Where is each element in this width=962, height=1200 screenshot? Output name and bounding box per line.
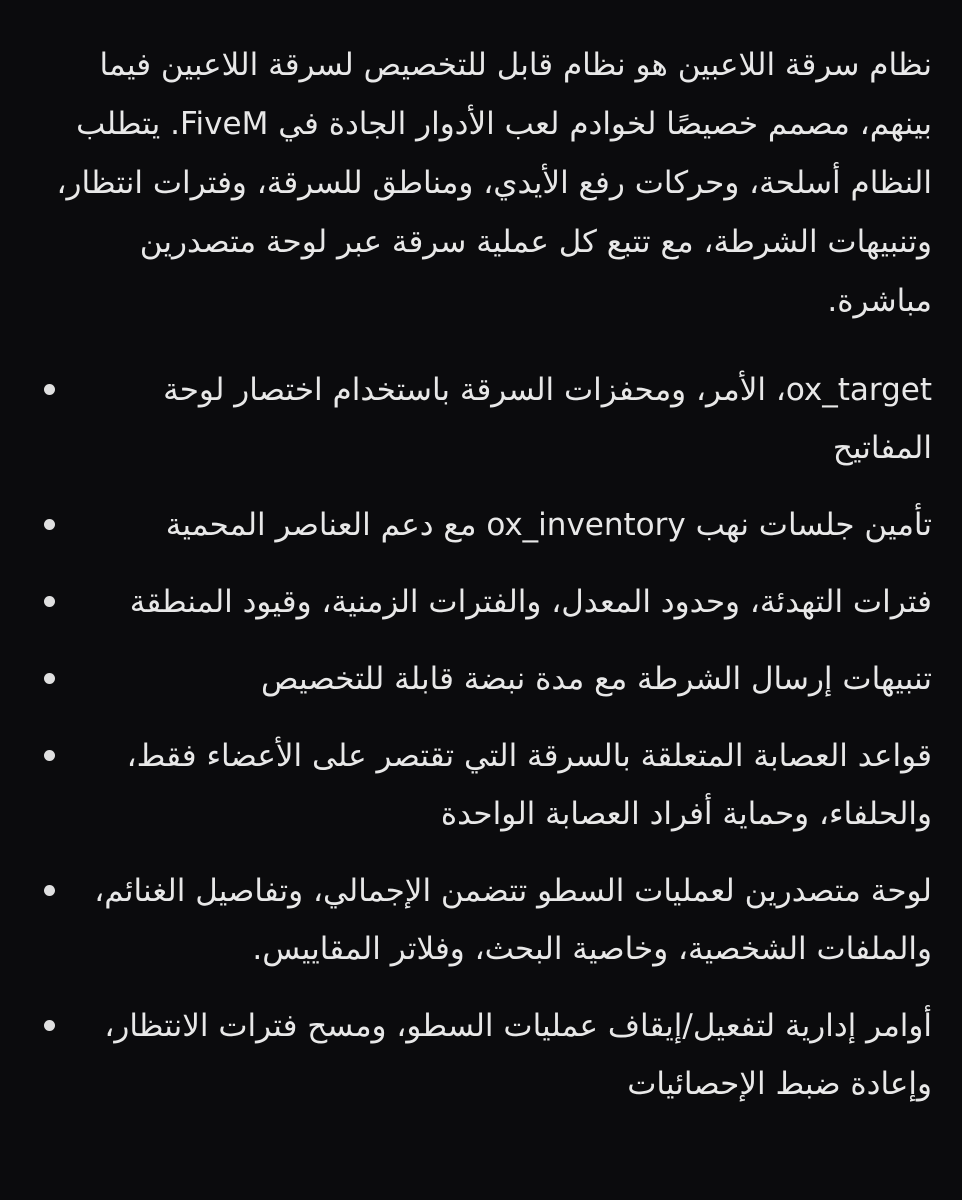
bullet-icon <box>44 1020 55 1031</box>
bullet-icon <box>44 750 55 761</box>
feature-item-police-alerts <box>40 650 932 708</box>
platform-name: FiveM <box>179 106 269 142</box>
intro-text-part2: . يتطلب النظام أسلحة، وحركات رفع الأيدي، ومناطق للسرقة، وفترات انتظار، وتنبيهات الشرطة، مع تتبع كل عملية سرقة عبر لوحة متصدرين مباشرة. <box>56 106 932 319</box>
feature-text: لوحة متصدرين لعمليات السطو تتضمن الإجمالي، وتفاصيل الغنائم، والملفات الشخصية، وخاصية البحث، وفلاتر المقاييس. <box>94 873 932 967</box>
bullet-icon <box>44 673 55 684</box>
feature-item-leaderboard <box>40 862 932 978</box>
bullet-icon <box>44 519 55 530</box>
bullet-icon <box>44 885 55 896</box>
intro-paragraph <box>40 36 932 331</box>
bullet-icon <box>44 596 55 607</box>
code-term: ox_inventory <box>486 507 686 543</box>
feature-text: ، الأمر، ومحفزات السرقة باستخدام اختصار لوحة المفاتيح <box>163 372 932 466</box>
feature-text: مع دعم العناصر المحمية <box>165 507 487 543</box>
feature-text: فترات التهدئة، وحدود المعدل، والفترات الزمنية، وقيود المنطقة <box>129 584 932 620</box>
feature-text: أوامر إدارية لتفعيل/إيقاف عمليات السطو، ومسح فترات الانتظار، وإعادة ضبط الإحصائيات <box>104 1008 932 1102</box>
feature-list <box>40 361 932 1113</box>
feature-item-cooldowns <box>40 573 932 631</box>
feature-text: تأمين جلسات نهب <box>685 507 932 543</box>
intro-text-part1: نظام سرقة اللاعبين هو نظام قابل للتخصيص لسرقة اللاعبين فيما بينهم، مصمم خصيصًا لخوادم لعب الأدوار الجادة في <box>99 47 932 142</box>
feature-text: قواعد العصابة المتعلقة بالسرقة التي تقتصر على الأعضاء فقط، والحلفاء، وحماية أفراد العصابة الواحدة <box>126 738 932 832</box>
feature-item-gang-rules <box>40 727 932 843</box>
feature-text: تنبيهات إرسال الشرطة مع مدة نبضة قابلة للتخصيص <box>261 661 932 697</box>
code-term: ox_target <box>785 372 932 408</box>
feature-item-admin-commands <box>40 997 932 1113</box>
feature-item-inventory <box>40 496 932 554</box>
feature-item-target <box>40 361 932 477</box>
bullet-icon <box>44 384 55 395</box>
